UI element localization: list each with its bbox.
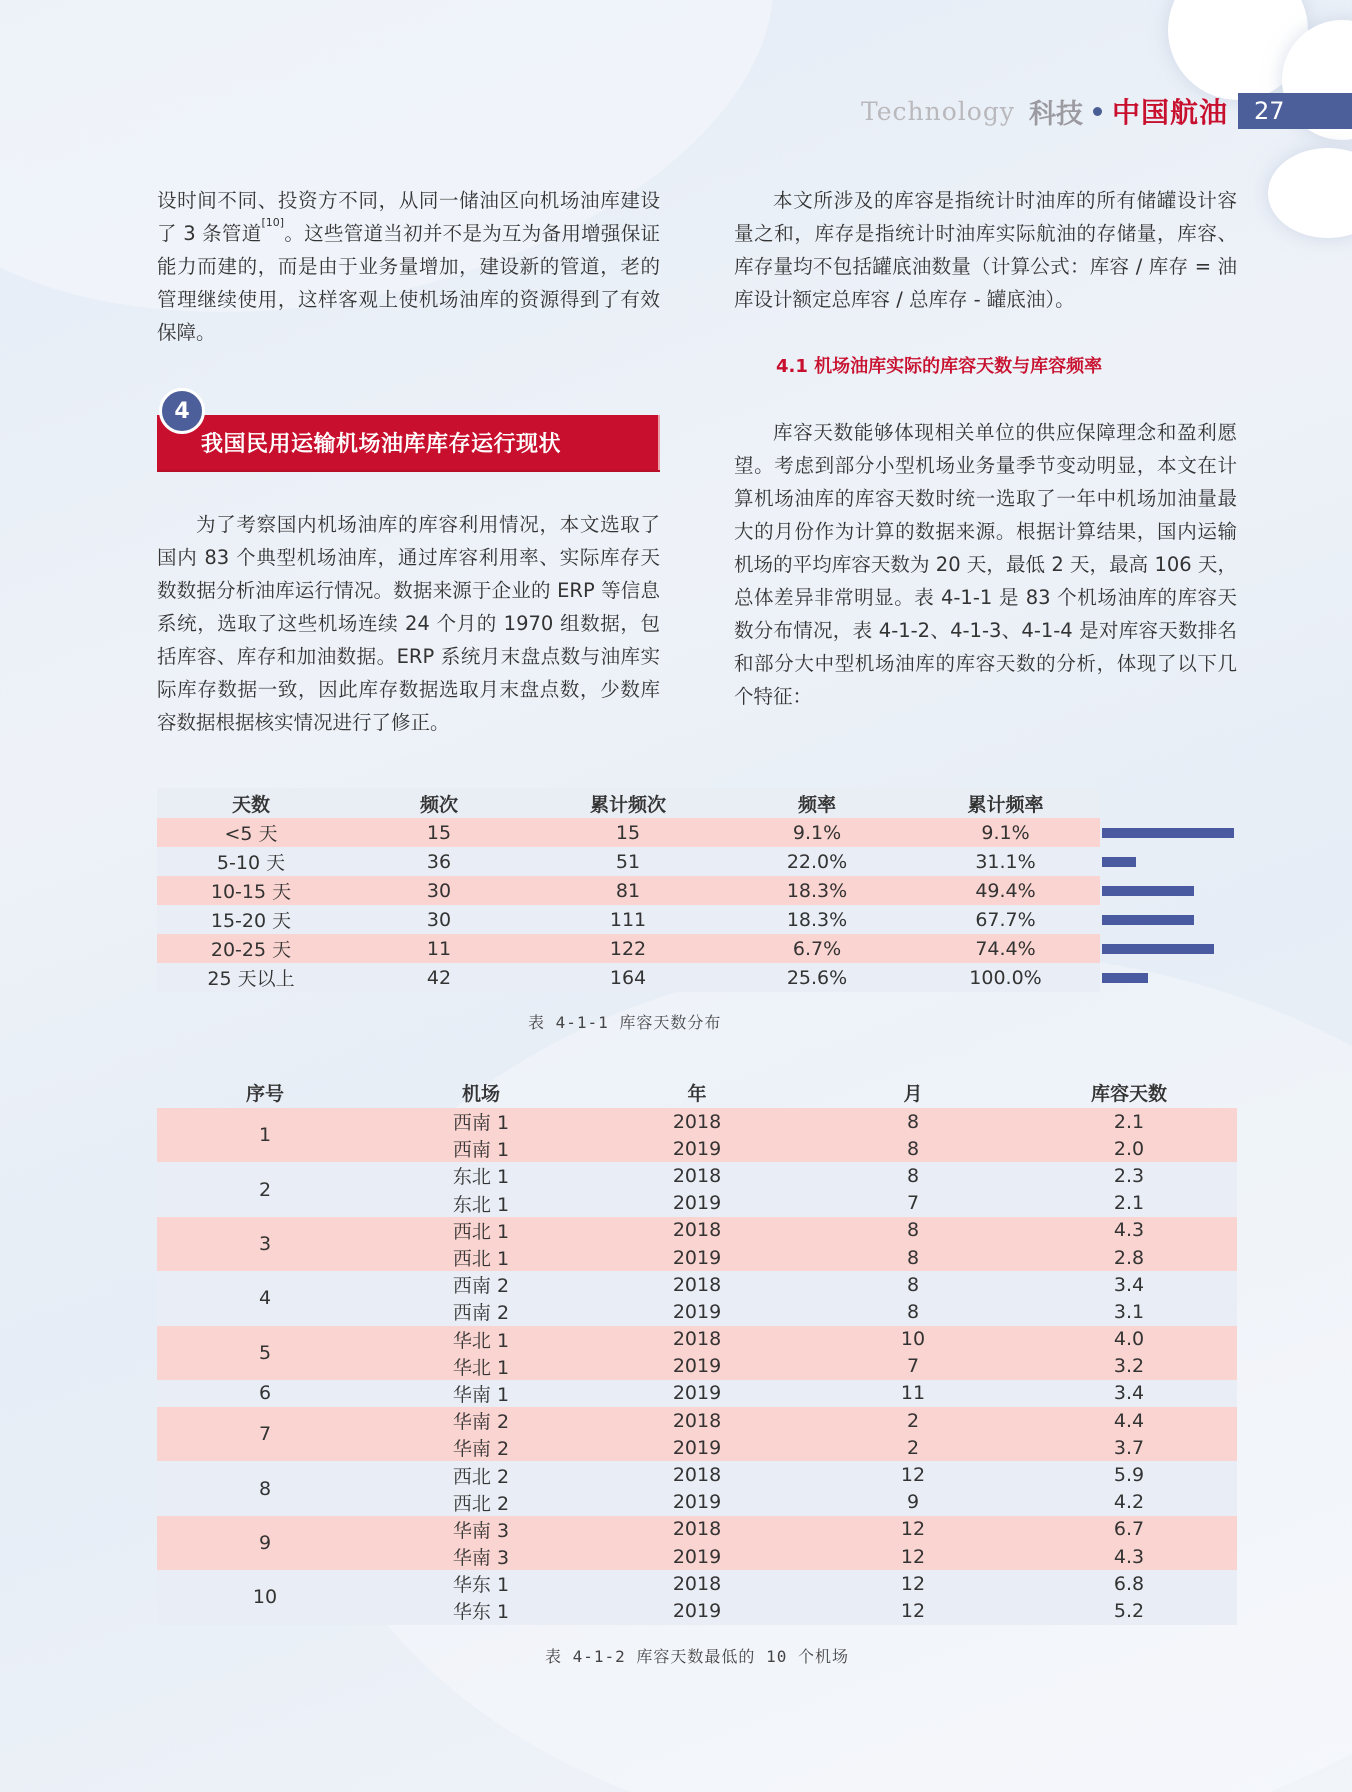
table-cell: 8 [906, 1137, 920, 1160]
table-cell: 2.1 [1113, 1110, 1145, 1133]
table-header-row [157, 1077, 1237, 1108]
row-index: 10 [252, 1586, 278, 1609]
section-title: 我国民用运输机场油库库存运行现状 [201, 432, 562, 457]
table-cell: 5.2 [1113, 1599, 1145, 1622]
table-row [157, 1162, 1237, 1189]
table-cell: 华南 2 [452, 1438, 510, 1461]
table-cell: 8 [906, 1164, 920, 1187]
frequency-bar [1102, 857, 1136, 867]
table-row [157, 1570, 1237, 1597]
table-cell: 2019 [672, 1137, 722, 1160]
row-index: 6 [258, 1382, 272, 1405]
table-cell: 12 [900, 1545, 926, 1568]
table-cell: 2019 [672, 1436, 722, 1459]
table-cell: 7 [906, 1192, 920, 1215]
table-row [157, 1271, 1237, 1298]
table-cell: 2018 [672, 1409, 722, 1432]
row-index: 4 [258, 1287, 272, 1310]
table-cell: 4.3 [1113, 1545, 1145, 1568]
table-cell: 华南 1 [452, 1383, 510, 1406]
table-row [157, 1217, 1237, 1244]
row-index: 5 [258, 1341, 272, 1364]
table-row [157, 1407, 1237, 1434]
table-cell: 2.3 [1113, 1164, 1145, 1187]
table-days-distribution [157, 788, 1100, 992]
table-row [157, 1108, 1237, 1135]
table-cell: 2019 [672, 1545, 722, 1568]
frequency-bar [1102, 828, 1234, 838]
frequency-bar [1102, 915, 1194, 925]
table-cell: 华北 1 [452, 1356, 510, 1379]
table-cell: 4.2 [1113, 1491, 1145, 1514]
header-dot-icon [1093, 107, 1102, 116]
subsection-heading: 4.1 机场油库实际的库容天数与库容频率 [776, 356, 1103, 377]
row-index: 9 [258, 1532, 272, 1554]
table-cell: 2 [906, 1409, 920, 1432]
table-header: 天数 [231, 793, 270, 816]
table-cell: 2 [906, 1436, 920, 1459]
table-cell: 2018 [672, 1273, 722, 1296]
table-header: 序号 [245, 1083, 284, 1105]
table-header: 累计频次 [589, 793, 666, 816]
table-cell: 2018 [672, 1572, 722, 1595]
table-cell: 5.9 [1113, 1464, 1145, 1487]
table-cell: 8 [906, 1110, 920, 1133]
table-cell: 2019 [672, 1246, 722, 1269]
table-cell: 华北 1 [452, 1329, 510, 1352]
table-lowest-10-airports [157, 1077, 1237, 1625]
table-cell: 4.3 [1113, 1219, 1145, 1242]
header-technology: Technology [861, 96, 1015, 126]
frequency-bars [1102, 818, 1252, 992]
table-cell: 8 [906, 1273, 920, 1296]
table-cell: 2019 [672, 1382, 722, 1405]
table-cell: 7 [906, 1355, 920, 1378]
row-index: 8 [258, 1477, 272, 1500]
header-keji: 科技 [1028, 98, 1083, 130]
section-banner [157, 415, 660, 470]
table-header: 年 [687, 1083, 707, 1105]
table-cell: 12 [900, 1599, 926, 1622]
table-row: 20-25 天 11 122 6.7% 74.4% [157, 934, 1100, 963]
table-cell: 8 [906, 1300, 920, 1323]
decorative-circle [1268, 148, 1352, 238]
table-cell: 3.2 [1113, 1355, 1145, 1378]
table-cell: 6.7 [1113, 1518, 1145, 1541]
table-cell: 2018 [672, 1164, 722, 1187]
row-index: 7 [258, 1423, 272, 1446]
table-header: 频率 [797, 793, 836, 816]
table-cell: 2019 [672, 1491, 722, 1514]
frequency-bar [1102, 944, 1214, 954]
page-number: 27 [1238, 93, 1352, 129]
table-cell: 2019 [672, 1599, 722, 1622]
table-cell: 华南 2 [452, 1411, 510, 1434]
table-cell: 6.8 [1113, 1572, 1145, 1595]
right-paragraph-2: 库容天数能够体现相关单位的供应保障理念和盈利愿望。考虑到部分小型机场业务量季节变动明显，本文在计算机场油库的库容天数时统一选取了一年中机场加油量最大的月份作为计算的数据来源。根据计算结果，国内运输机场的平均库容天数为 20 天，最低 2 天，最高 106 天，总体差异非常明显。表 4-1-1 是 83 个机场油库的库容天数分布情况，表 4-1-2、4-1-3、4-1-4 是对库容天数排名和部分大中型机场油库的库容天数的分析，体现了以下几个特征： [734, 421, 1237, 708]
left-paragraph-2: 为了考察国内机场油库的库容利用情况，本文选取了国内 83 个典型机场油库，通过库容利用率、实际库存天数数据分析油库运行情况。数据来源于企业的 ERP 等信息系统，选取了这些机场连续 24 个月的 1970 组数据，包括库容、库存和加油数据。ERP 系统月末盘点数与油库实际库存数据一致，因此库存数据选取月末盘点数，少数库容数据根据核实情况进行了修正。 [157, 513, 660, 734]
table-cell: 10 [900, 1328, 926, 1351]
table-cell: 3.7 [1113, 1436, 1145, 1459]
table-header: 频次 [419, 793, 458, 816]
table-cell: 2.1 [1113, 1192, 1145, 1215]
table-cell: 12 [900, 1518, 926, 1541]
row-index: 2 [258, 1178, 272, 1201]
header-brand: 中国航油 [1111, 96, 1228, 129]
table-header-row [157, 788, 1100, 818]
table-caption: 表 4-1-1 库容天数分布 [528, 1013, 722, 1032]
frequency-bar [1102, 886, 1194, 896]
table-row [157, 1461, 1237, 1488]
table-cell: 西南 1 [452, 1139, 510, 1162]
section-number-badge: 4 [159, 388, 205, 434]
citation: [10] [261, 216, 285, 229]
row-index: 3 [258, 1232, 272, 1255]
table-cell: 8 [906, 1219, 920, 1242]
table-cell: 2018 [672, 1328, 722, 1351]
table-cell: 9 [906, 1491, 920, 1514]
table-cell: 华东 1 [452, 1574, 510, 1597]
table-row [157, 1380, 1237, 1407]
table-cell: 2018 [672, 1219, 722, 1242]
table-row: 25 天以上 42 164 25.6% 100.0% [157, 963, 1100, 992]
table-cell: 4.4 [1113, 1409, 1145, 1432]
table-cell: 2018 [672, 1464, 722, 1487]
table-cell: 2019 [672, 1355, 722, 1378]
table-cell: 西南 1 [452, 1112, 510, 1135]
table-cell: 西北 2 [452, 1492, 510, 1515]
table-cell: 2018 [672, 1110, 722, 1133]
table-cell: 12 [900, 1464, 926, 1487]
table-cell: 东北 1 [452, 1193, 510, 1216]
table-caption: 表 4-1-2 库容天数最低的 10 个机场 [545, 1647, 849, 1666]
table-cell: 华东 1 [452, 1601, 510, 1624]
table-row [157, 1326, 1237, 1353]
table-cell: 华南 3 [452, 1547, 510, 1570]
row-index: 1 [258, 1124, 272, 1147]
table-cell: 11 [900, 1382, 926, 1405]
table-cell: 3.1 [1113, 1300, 1145, 1323]
table-row: <5 天 15 15 9.1% 9.1% [157, 818, 1100, 847]
table-header: 月 [903, 1083, 923, 1105]
table-cell: 2019 [672, 1192, 722, 1215]
right-paragraph-1: 本文所涉及的库容是指统计时油库的所有储罐设计容量之和，库存是指统计时油库实际航油的存储量，库容、库存量均不包括罐底油数量（计算公式：库容 / 库存 = 油库设计额定总库容 / 总库存 - 罐底油）。 [734, 189, 1237, 311]
table-header: 累计频率 [967, 793, 1044, 816]
table-cell: 3.4 [1113, 1382, 1145, 1405]
table-row [157, 1516, 1237, 1543]
table-cell: 4.0 [1113, 1328, 1145, 1351]
table-row: 10-15 天 30 81 18.3% 49.4% [157, 876, 1100, 905]
table-cell: 西南 2 [452, 1275, 510, 1298]
table-cell: 3.4 [1113, 1273, 1145, 1296]
table-cell: 华南 3 [452, 1519, 510, 1542]
table-cell: 西北 1 [452, 1248, 510, 1271]
table-header: 机场 [461, 1083, 500, 1105]
table-cell: 2.0 [1113, 1137, 1145, 1160]
table-header: 库容天数 [1090, 1083, 1167, 1105]
table-cell: 西南 2 [452, 1302, 510, 1325]
table-cell: 12 [900, 1572, 926, 1595]
table-row: 5-10 天 36 51 22.0% 31.1% [157, 847, 1100, 876]
frequency-bar [1102, 973, 1148, 983]
page-header [861, 92, 1352, 130]
table-cell: 8 [906, 1246, 920, 1269]
table-cell: 西北 1 [452, 1220, 510, 1243]
table-cell: 2019 [672, 1300, 722, 1323]
left-paragraph-1: 设时间不同、投资方不同，从同一储油区向机场油库建设了 3 条管道[10]。这些管道当初并不是为互为备用增强保证能力而建的，而是由于业务量增加，建设新的管道，老的管理继续使用，这样客观上使机场油库的资源得到了有效保障。 [157, 189, 660, 344]
table-cell: 东北 1 [452, 1166, 510, 1189]
table-cell: 2.8 [1113, 1246, 1145, 1269]
table-cell: 2018 [672, 1518, 722, 1541]
table-cell: 西北 2 [452, 1465, 510, 1488]
table-row: 15-20 天 30 111 18.3% 67.7% [157, 905, 1100, 934]
